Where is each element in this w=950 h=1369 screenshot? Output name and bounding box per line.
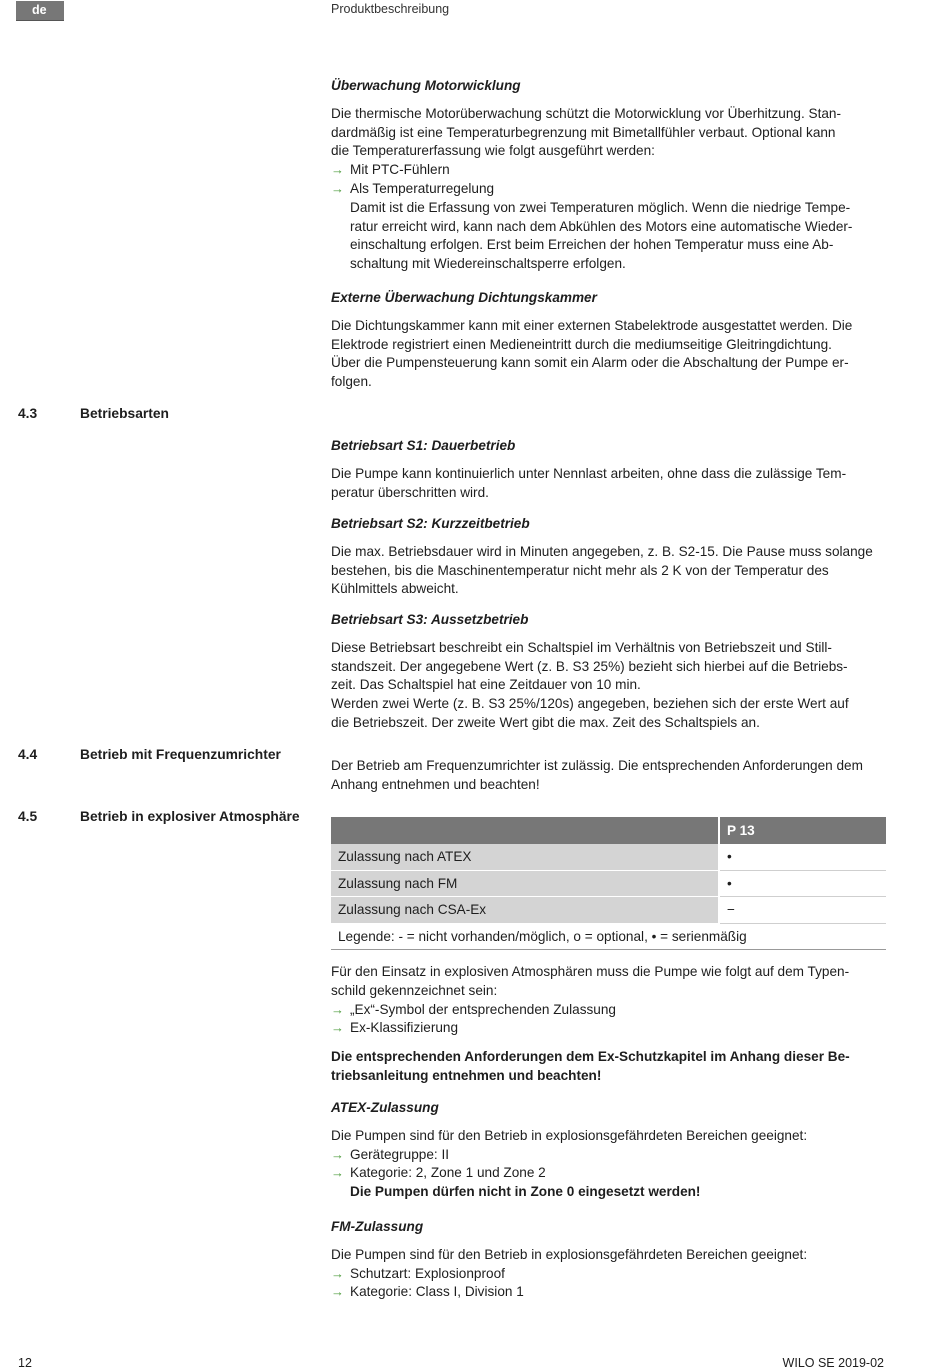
notice-line: Die entsprechenden Anforderungen dem Ex-Schutzkapitel im Anhang dieser Be-: [331, 1049, 850, 1065]
paragraph-line: folgen.: [331, 374, 372, 390]
list-item: [331, 180, 887, 199]
mode-s1-block: [331, 437, 887, 502]
paragraph-line: die Betriebszeit. Der zweite Wert gibt die max. Zeit des Schaltspiels an.: [331, 714, 760, 730]
paragraph-line: dardmäßig ist eine Temperaturbegrenzung mit Bimetallfühler verbaut. Optional kann: [331, 124, 836, 140]
list-item-text: Schutzart: Explosionproof: [350, 1265, 505, 1281]
list-item: [331, 1146, 887, 1165]
table-cell-value: −: [719, 897, 886, 924]
list-item-text: Kategorie: 2, Zone 1 und Zone 2: [350, 1165, 546, 1181]
seal-monitoring-block: [331, 289, 887, 392]
arrow-icon: →: [331, 1020, 344, 1036]
fm-title: FM-Zulassung: [331, 1219, 424, 1234]
arrow-icon: →: [331, 1146, 344, 1162]
paragraph-line: zeit. Das Schaltspiel hat eine Zeitdauer von 10 min.: [331, 677, 641, 693]
paragraph-line: Für den Einsatz in explosiven Atmosphären muss die Pumpe wie folgt auf dem Typen-: [331, 964, 850, 979]
table-row: [331, 844, 886, 871]
paragraph-line: Kühlmittels abweicht.: [331, 581, 459, 597]
list-item-text: Als Temperaturregelung: [350, 180, 495, 196]
section-heading-4-4: [18, 747, 281, 762]
list-item-text: Gerätegruppe: II: [350, 1146, 449, 1162]
list-item: [331, 161, 887, 180]
list-item-text: Kategorie: Class I, Division 1: [350, 1284, 524, 1300]
seal-monitoring-title: Externe Überwachung Dichtungskammer: [331, 290, 597, 305]
section-heading-4-3: [18, 406, 169, 421]
table-cell-value: •: [719, 844, 886, 871]
table-legend-row: [331, 923, 886, 950]
ex-marking-block: [331, 963, 887, 1086]
mode-s1-title: Betriebsart S1: Dauerbetrieb: [331, 438, 516, 453]
paragraph-line: Die Dichtungskammer kann mit einer externen Stabelektrode ausgestattet werden. Die: [331, 317, 853, 333]
motor-monitoring-block: [331, 77, 887, 274]
section-title: Betrieb mit Frequenzumrichter: [80, 747, 281, 762]
section-number: 4.3: [18, 406, 38, 421]
paragraph-line: Elektrode registriert einen Medieneintritt durch die mediumseitige Gleitringdichtung.: [331, 336, 832, 352]
paragraph-line: Die thermische Motorüberwachung schützt die Motorwicklung vor Überhitzung. Stan-: [331, 105, 841, 121]
page-number: 12: [18, 1356, 32, 1369]
section-title: Betrieb in explosiver Atmosphäre: [80, 809, 300, 824]
section-number: 4.4: [18, 747, 38, 762]
paragraph-line: einschaltung erfolgen. Erst beim Erreichen der hohen Temperatur muss eine Ab-: [350, 237, 834, 253]
approval-table: [331, 817, 886, 950]
list-item-text: „Ex“-Symbol der entsprechenden Zulassung: [350, 1001, 616, 1017]
table-cell-label: Zulassung nach FM: [331, 870, 719, 897]
table-row: [331, 870, 886, 897]
footer-brand: WILO SE 2019-02: [782, 1356, 884, 1369]
section-heading-4-5: [18, 809, 300, 824]
paragraph-line: schaltung mit Wiedereinschaltsperre erfolgen.: [350, 256, 626, 272]
arrow-icon: →: [331, 1265, 344, 1281]
table-row: [331, 897, 886, 924]
table-cell-value: •: [719, 870, 886, 897]
atex-title: ATEX-Zulassung: [331, 1100, 439, 1115]
paragraph-line: Werden zwei Werte (z. B. S3 25%/120s) angegeben, beziehen sich der erste Wert auf: [331, 696, 849, 712]
arrow-icon: →: [331, 162, 344, 178]
header-rule: [16, 20, 64, 21]
list-item: [331, 1283, 887, 1302]
atex-block: [331, 1099, 887, 1202]
section-number: 4.5: [18, 809, 38, 824]
list-item: [331, 1019, 887, 1038]
motor-monitoring-title: Überwachung Motorwicklung: [331, 78, 521, 93]
mode-s3-title: Betriebsart S3: Aussetzbetrieb: [331, 612, 529, 627]
arrow-icon: →: [331, 1284, 344, 1300]
atex-warning: Die Pumpen dürfen nicht in Zone 0 eingesetzt werden!: [350, 1184, 701, 1200]
frequency-converter-text: [331, 757, 887, 795]
mode-s3-block: [331, 611, 887, 733]
table-header-row: [331, 817, 886, 844]
arrow-icon: →: [331, 180, 344, 196]
paragraph-line: Die max. Betriebsdauer wird in Minuten angegeben, z. B. S2-15. Die Pause muss solange: [331, 543, 873, 559]
paragraph-line: Der Betrieb am Frequenzumrichter ist zulässig. Die entsprechenden Anforderungen dem: [331, 758, 863, 773]
language-tab: de: [16, 1, 64, 20]
running-head: Produktbeschreibung: [331, 2, 450, 16]
list-item: [331, 1164, 887, 1183]
paragraph-line: Diese Betriebsart beschreibt ein Schaltspiel im Verhältnis von Betriebszeit und Still-: [331, 639, 832, 655]
mode-s2-title: Betriebsart S2: Kurzzeitbetrieb: [331, 516, 530, 531]
paragraph-line: ratur erreicht wird, kann nach dem Abkühlen des Motors eine automatische Wieder-: [350, 218, 853, 234]
arrow-icon: →: [331, 1165, 344, 1181]
paragraph-line: Die Pumpe kann kontinuierlich unter Nennlast arbeiten, ohne dass die zulässige Tem-: [331, 465, 847, 481]
table-cell-label: Zulassung nach CSA-Ex: [331, 897, 719, 924]
list-item: [331, 1001, 887, 1020]
paragraph-line: Damit ist die Erfassung von zwei Temperaturen möglich. Wenn die niedrige Tempe-: [350, 199, 851, 215]
list-item: [331, 1265, 887, 1284]
paragraph-line: standszeit. Der angegebene Wert (z. B. S3 25%) bezieht sich hierbei auf die Betriebs-: [331, 658, 848, 674]
paragraph-line: Über die Pumpensteuerung kann somit ein Alarm oder die Abschaltung der Pumpe er-: [331, 355, 849, 371]
list-item-text: Ex-Klassifizierung: [350, 1020, 459, 1036]
table-header-blank: [331, 817, 719, 844]
list-item-text: Mit PTC-Fühlern: [350, 162, 450, 178]
paragraph-line: schild gekennzeichnet sein:: [331, 982, 498, 998]
arrow-icon: →: [331, 1001, 344, 1017]
section-title: Betriebsarten: [80, 406, 169, 421]
fm-block: [331, 1218, 887, 1302]
paragraph-line: bestehen, bis die Maschinentemperatur nicht mehr als 2 K von der Temperatur des: [331, 562, 829, 578]
table-cell-label: Zulassung nach ATEX: [331, 844, 719, 871]
paragraph-line: peratur überschritten wird.: [331, 484, 489, 500]
table-legend: Legende: - = nicht vorhanden/möglich, o = optional, • = serienmäßig: [331, 923, 886, 950]
paragraph-line: Die Pumpen sind für den Betrieb in explosionsgefährdeten Bereichen geeignet:: [331, 1246, 808, 1262]
table-header-p13: P 13: [719, 817, 886, 844]
notice-line: triebsanleitung entnehmen und beachten!: [331, 1067, 602, 1083]
paragraph-line: Anhang entnehmen und beachten!: [331, 776, 540, 792]
paragraph-line: die Temperaturerfassung wie folgt ausgeführt werden:: [331, 143, 655, 159]
mode-s2-block: [331, 515, 887, 599]
paragraph-line: Die Pumpen sind für den Betrieb in explosionsgefährdeten Bereichen geeignet:: [331, 1127, 808, 1143]
